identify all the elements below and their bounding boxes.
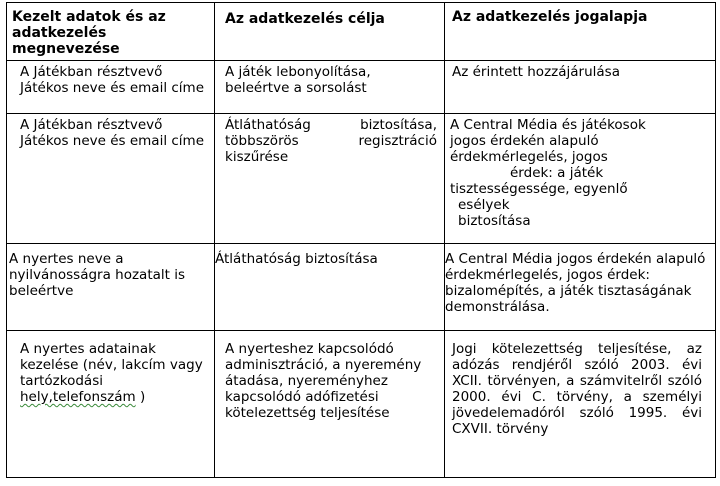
row2-basis-line: esélyek xyxy=(458,197,510,213)
row4-purpose: A nyerteshez kapcsolódó adminisztráció, a nyeremény átadása, nyereményhez kapcsolódó adófizetési kötelezettség teljesítése xyxy=(225,341,422,421)
header-data-types: Kezelt adatok és az adatkezelés megnevezése xyxy=(12,9,166,57)
row1-data: A Játékban résztvevő Játékos neve és email címe xyxy=(20,64,205,96)
row-divider-2 xyxy=(7,113,715,114)
row2-data: A Játékban résztvevő Játékos neve és email címe xyxy=(20,117,205,149)
row4-data xyxy=(20,341,210,405)
header-legal-basis: Az adatkezelés jogalapja xyxy=(452,9,648,25)
data-processing-table xyxy=(6,2,716,478)
row-divider-3 xyxy=(7,243,715,244)
row2-basis xyxy=(450,117,712,229)
row3-purpose: Átláthatóság biztosítása xyxy=(215,251,378,267)
row1-basis: Az érintett hozzájárulása xyxy=(452,64,620,80)
row4-data-text: A nyertes adatainak kezelése (név, lakcím vagy tartózkodási xyxy=(20,341,203,389)
row2-basis-line: érdekmérlegelés, jogos xyxy=(450,149,608,165)
row2-basis-line: érdek: a játék xyxy=(510,165,604,181)
row-divider-1 xyxy=(7,60,715,61)
row2-purpose: Átláthatóság biztosítása, többszörös regisztráció kiszűrése xyxy=(225,117,437,165)
row2-basis-line: biztosítása xyxy=(458,213,531,229)
row4-data-end: ) xyxy=(135,389,146,405)
row2-basis-line: jogos érdekén alapuló xyxy=(450,133,599,149)
header-purpose: Az adatkezelés célja xyxy=(225,11,385,27)
row4-data-squiggle: hely,telefonszám xyxy=(20,389,136,405)
row2-basis-line: tisztességessége, egyenlő xyxy=(450,181,628,197)
row3-basis: A Central Média jogos érdekén alapuló érdekmérlegelés, jogos érdek: bizalomépítés, a játék tisztaságának demonstrálása. xyxy=(445,251,706,315)
row-divider-4 xyxy=(7,330,715,331)
column-divider-1 xyxy=(214,3,215,477)
row2-basis-line: A Central Média és játékosok xyxy=(450,117,646,133)
row3-data: A nyertes neve a nyilvánosságra hozatalt is beleértve xyxy=(9,251,186,299)
column-divider-2 xyxy=(444,3,445,477)
row4-basis: Jogi kötelezettség teljesítése, az adózás rendjéről szóló 2003. évi XCII. törvényen, a számvitelről szóló 2000. évi C. törvény, a személyi jövedelemadóról szóló 1995. évi CXVII. törvény xyxy=(452,341,702,437)
row1-purpose: A játék lebonyolítása, beleértve a sorsolást xyxy=(225,64,371,96)
